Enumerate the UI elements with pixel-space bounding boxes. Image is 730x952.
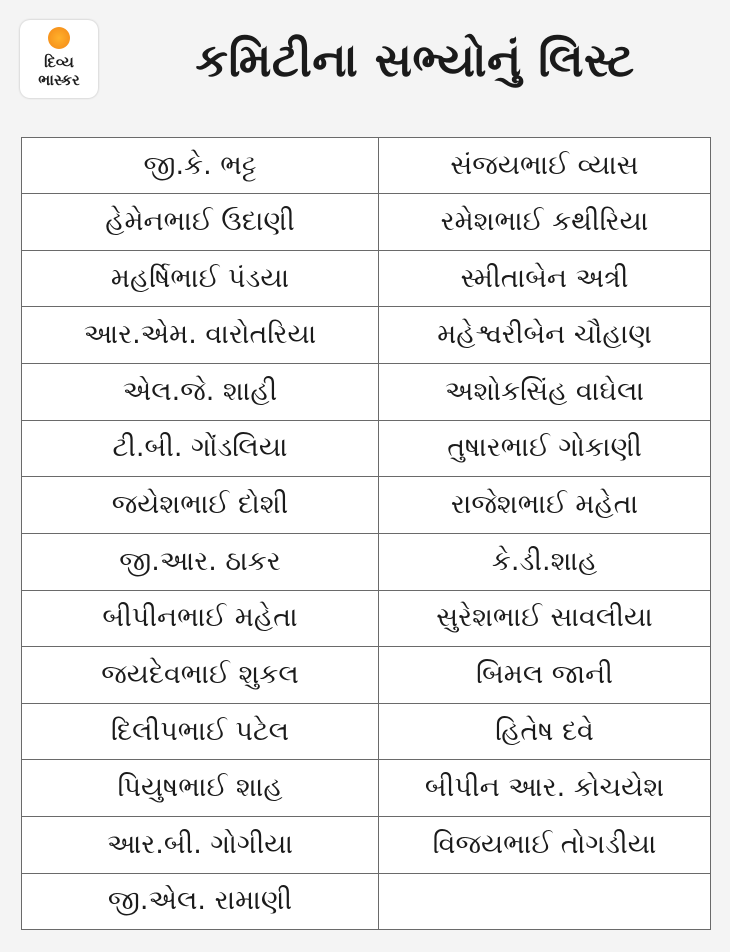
member-cell: કે.ડી.શાહ	[379, 533, 711, 590]
member-cell: સ્મીતાબેન અત્રી	[379, 250, 711, 307]
table-row	[22, 590, 710, 647]
member-cell: બીપીનભાઈ મહેતા	[22, 590, 379, 647]
table-row	[22, 250, 710, 307]
table-row	[22, 364, 710, 421]
sun-icon	[48, 27, 70, 49]
member-cell: જયદેવભાઈ શુકલ	[22, 647, 379, 704]
table-row	[22, 703, 710, 760]
member-cell: જી.આર. ઠાકર	[22, 533, 379, 590]
empty-cell	[379, 873, 711, 929]
table-row	[22, 816, 710, 873]
member-cell: હેમેનભાઈ ઉદાણી	[22, 194, 379, 251]
member-cell: દિલીપભાઈ પટેલ	[22, 703, 379, 760]
table-row	[22, 647, 710, 704]
member-cell: બિમલ જાની	[379, 647, 711, 704]
logo-text-line2: ભાસ્કર	[38, 71, 80, 89]
member-cell: રાજેશભાઈ મહેતા	[379, 477, 711, 534]
member-cell: આર.એમ. વારોતરિયા	[22, 307, 379, 364]
header	[0, 0, 730, 120]
member-cell: સંજયભાઈ વ્યાસ	[379, 138, 711, 194]
divya-bhaskar-logo	[20, 20, 98, 98]
member-cell: જી.એલ. રામાણી	[22, 873, 379, 929]
logo-text-line1: દિવ્ય	[44, 53, 74, 71]
page-title: કમિટીના સભ્યોનું લિસ્ટ	[195, 33, 635, 87]
members-table	[21, 137, 711, 930]
table-row	[22, 194, 710, 251]
member-cell: અશોકસિંહ વાઘેલા	[379, 364, 711, 421]
member-cell: મહર્ષિભાઈ પંડયા	[22, 250, 379, 307]
member-cell: બીપીન આર. કોચયેશ	[379, 760, 711, 817]
table-row	[22, 873, 710, 929]
table-row	[22, 477, 710, 534]
member-cell: મહેશ્વરીબેન ચૌહાણ	[379, 307, 711, 364]
member-cell: જયેશભાઈ દોશી	[22, 477, 379, 534]
member-cell: સુરેશભાઈ સાવલીયા	[379, 590, 711, 647]
table-row	[22, 138, 710, 194]
member-cell: રમેશભાઈ કથીરિયા	[379, 194, 711, 251]
member-cell: પિયુષભાઈ શાહ	[22, 760, 379, 817]
table-row	[22, 760, 710, 817]
member-cell: જી.કે. ભટ્ટ	[22, 138, 379, 194]
member-cell: ટી.બી. ગોંડલિયા	[22, 420, 379, 477]
table-row	[22, 533, 710, 590]
member-cell: આર.બી. ગોગીયા	[22, 816, 379, 873]
table-row	[22, 420, 710, 477]
member-cell: એલ.જે. શાહી	[22, 364, 379, 421]
member-cell: તુષારભાઈ ગોકાણી	[379, 420, 711, 477]
table-row	[22, 307, 710, 364]
member-cell: વિજયભાઈ તોગડીયા	[379, 816, 711, 873]
member-cell: હિતેષ દવે	[379, 703, 711, 760]
